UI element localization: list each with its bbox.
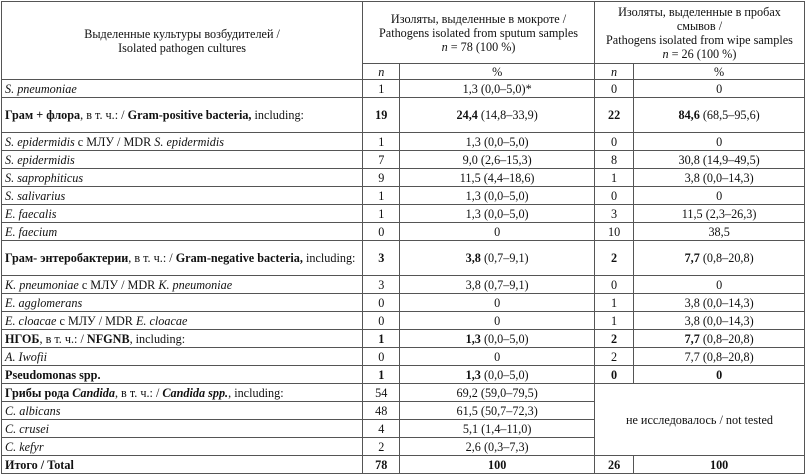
row-sputum-pct: 61,5 (50,7–72,3) (400, 402, 595, 420)
row-wipe-n: 2 (594, 241, 633, 276)
table-row (2, 312, 805, 330)
row-name-cell: Грам + флора, в т. ч.: / Gram-positive bacteria, including: (2, 98, 363, 133)
row-sputum-n: 0 (363, 348, 400, 366)
row-wipe-n: 2 (594, 348, 633, 366)
total-wipe-pct: 100 (634, 456, 805, 474)
row-name-cell: Pseudomonas spp. (2, 366, 363, 384)
row-sputum-pct: 2,6 (0,3–7,3) (400, 438, 595, 456)
row-wipe-pct: 3,8 (0,0–14,3) (634, 294, 805, 312)
row-wipe-pct: 84,6 (68,5–95,6) (634, 98, 805, 133)
row-name-cell: E. agglomerans (2, 294, 363, 312)
header-culture-ru: Выделенные культуры возбудителей / (84, 26, 280, 41)
row-sputum-pct: 1,3 (0,0–5,0) (400, 366, 595, 384)
row-sputum-n: 7 (363, 151, 400, 169)
table-row (2, 169, 805, 187)
row-wipe-n: 0 (594, 366, 633, 384)
header-wipe (594, 2, 804, 64)
row-name-cell: E. faecalis (2, 205, 363, 223)
row-wipe-n: 10 (594, 223, 633, 241)
row-name-cell: E. cloacae с МЛУ / MDR E. cloacae (2, 312, 363, 330)
header-wipe-n: = 26 (100 %) (671, 46, 737, 61)
row-name-cell: S. epidermidis с МЛУ / MDR S. epidermidis (2, 133, 363, 151)
row-sputum-pct: 9,0 (2,6–15,3) (400, 151, 595, 169)
row-wipe-n: 2 (594, 330, 633, 348)
table-row (2, 187, 805, 205)
table-row (2, 241, 805, 276)
row-wipe-n: 1 (594, 169, 633, 187)
row-sputum-pct: 3,8 (0,7–9,1) (400, 241, 595, 276)
fungi-name-cell: Грибы рода Candida, в т. ч.: / Candida spp., including: (2, 384, 363, 402)
row-wipe-n: 0 (594, 187, 633, 205)
header-sputum-en: Pathogens isolated from sputum samples (379, 25, 579, 40)
row-name-cell: S. salivarius (2, 187, 363, 205)
row-wipe-n: 0 (594, 80, 633, 98)
header-sputum (363, 2, 595, 64)
header-sputum-n: = 78 (100 %) (450, 39, 516, 54)
row-wipe-n: 0 (594, 276, 633, 294)
table-row (2, 294, 805, 312)
table-body (2, 80, 805, 474)
row-wipe-pct: 0 (634, 276, 805, 294)
row-wipe-pct: 0 (634, 133, 805, 151)
row-wipe-n: 1 (594, 294, 633, 312)
row-name-cell: Грам- энтеробактерии, в т. ч.: / Gram-negative bacteria, including: (2, 241, 363, 276)
row-sputum-n: 1 (363, 187, 400, 205)
row-wipe-pct: 0 (634, 366, 805, 384)
pathogen-table (1, 1, 805, 474)
header-wipe-n-symbol: n (662, 46, 669, 61)
row-sputum-n: 19 (363, 98, 400, 133)
row-wipe-n: 3 (594, 205, 633, 223)
table-row (2, 348, 805, 366)
row-wipe-pct: 3,8 (0,0–14,3) (634, 312, 805, 330)
row-sputum-pct: 1,3 (0,0–5,0) (400, 205, 595, 223)
row-sputum-pct: 1,3 (0,0–5,0)* (400, 80, 595, 98)
row-name-cell: C. crusei (2, 420, 363, 438)
total-sputum-n: 78 (363, 456, 400, 474)
row-sputum-n: 9 (363, 169, 400, 187)
row-wipe-pct: 30,8 (14,9–49,5) (634, 151, 805, 169)
total-label: Итого / Total (2, 456, 363, 474)
row-wipe-pct: 11,5 (2,3–26,3) (634, 205, 805, 223)
row-sputum-pct: 0 (400, 294, 595, 312)
header-row (2, 2, 805, 64)
table-row (2, 133, 805, 151)
header-sputum-ru: Изоляты, выделенные в мокроте / (390, 11, 567, 26)
row-wipe-pct: 7,7 (0,8–20,8) (634, 330, 805, 348)
row-sputum-n: 3 (363, 241, 400, 276)
table-row (2, 80, 805, 98)
row-sputum-pct: 0 (400, 312, 595, 330)
subheader-wipe-pct: % (634, 64, 805, 80)
row-sputum-pct: 0 (400, 348, 595, 366)
row-sputum-n: 1 (363, 330, 400, 348)
row-sputum-pct: 1,3 (0,0–5,0) (400, 187, 595, 205)
row-sputum-n: 1 (363, 80, 400, 98)
row-wipe-pct: 0 (634, 80, 805, 98)
subheader-wipe-n: n (594, 64, 633, 80)
row-sputum-n: 48 (363, 402, 400, 420)
row-name-cell: НГОБ, в т. ч.: / NFGNB, including: (2, 330, 363, 348)
row-sputum-pct: 1,3 (0,0–5,0) (400, 133, 595, 151)
row-wipe-n: 22 (594, 98, 633, 133)
table-row (2, 223, 805, 241)
row-name-cell: C. albicans (2, 402, 363, 420)
not-tested-cell: не исследовалось / not tested (594, 384, 804, 456)
row-name-cell: S. epidermidis (2, 151, 363, 169)
row-name-cell: S. pneumoniae (2, 80, 363, 98)
row-sputum-n: 1 (363, 205, 400, 223)
subheader-sputum-pct: % (400, 64, 595, 80)
row-sputum-pct: 11,5 (4,4–18,6) (400, 169, 595, 187)
table-row (2, 366, 805, 384)
header-wipe-en: Pathogens isolated from wipe samples (606, 32, 793, 47)
table-row (2, 151, 805, 169)
row-wipe-pct: 3,8 (0,0–14,3) (634, 169, 805, 187)
row-wipe-n: 1 (594, 312, 633, 330)
row-sputum-pct: 5,1 (1,4–11,0) (400, 420, 595, 438)
row-sputum-n: 0 (363, 312, 400, 330)
row-name-cell: K. pneumoniae с МЛУ / MDR K. pneumoniae (2, 276, 363, 294)
table-row (2, 276, 805, 294)
fungi-row (2, 384, 805, 402)
subheader-sputum-n: n (363, 64, 400, 80)
row-sputum-n: 0 (363, 294, 400, 312)
table-row (2, 205, 805, 223)
row-sputum-n: 4 (363, 420, 400, 438)
row-name-cell: S. saprophiticus (2, 169, 363, 187)
row-name-cell: C. kefyr (2, 438, 363, 456)
table-row (2, 330, 805, 348)
row-sputum-n: 2 (363, 438, 400, 456)
row-sputum-n: 0 (363, 223, 400, 241)
header-sputum-n-symbol: n (441, 39, 448, 54)
row-sputum-n: 1 (363, 366, 400, 384)
table-row (2, 98, 805, 133)
row-sputum-n: 3 (363, 276, 400, 294)
row-wipe-pct: 7,7 (0,8–20,8) (634, 348, 805, 366)
header-culture (2, 2, 363, 80)
row-sputum-n: 1 (363, 133, 400, 151)
fungi-sputum-n: 54 (363, 384, 400, 402)
fungi-sputum-pct: 69,2 (59,0–79,5) (400, 384, 595, 402)
row-name-cell: A. Iwofii (2, 348, 363, 366)
row-sputum-pct: 0 (400, 223, 595, 241)
row-wipe-pct: 0 (634, 187, 805, 205)
row-sputum-pct: 1,3 (0,0–5,0) (400, 330, 595, 348)
row-wipe-pct: 38,5 (634, 223, 805, 241)
row-wipe-n: 0 (594, 133, 633, 151)
header-wipe-ru: Изоляты, выделенные в пробах смывов / (618, 4, 781, 33)
row-wipe-pct: 7,7 (0,8–20,8) (634, 241, 805, 276)
total-sputum-pct: 100 (400, 456, 595, 474)
header-culture-en: Isolated pathogen cultures (118, 40, 247, 55)
row-name-cell: E. faecium (2, 223, 363, 241)
row-sputum-pct: 24,4 (14,8–33,9) (400, 98, 595, 133)
row-wipe-n: 8 (594, 151, 633, 169)
total-wipe-n: 26 (594, 456, 633, 474)
row-sputum-pct: 3,8 (0,7–9,1) (400, 276, 595, 294)
